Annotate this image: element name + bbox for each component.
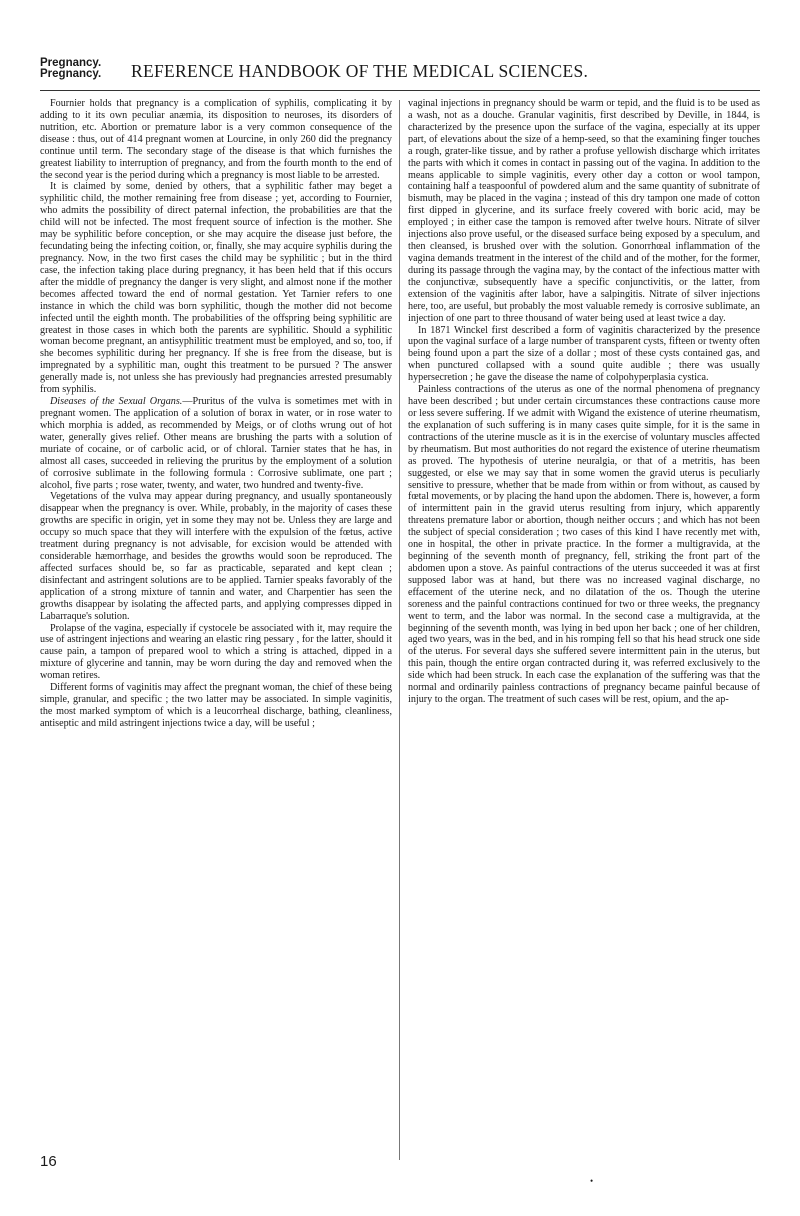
paragraph-vaginitis: Different forms of vaginitis may affect the pregnant woman, the chief of these being simple, granular, and specific ; the two latter may be associated. In simple vaginitis, the most marked symptom of which is a leucorrheal discharge, bathing, cleanliness, antiseptic and mild astringent injections twice a day, will be useful ; (40, 682, 392, 729)
paragraph-syphilis-infection: It is claimed by some, denied by others, that a syphilitic father may beget a syphilitic child, the mother remaining free from disease ; yet, according to Fournier, who admits the possibility of direct paternal infection, the probabilities are that the child will not be infected. The most frequent source of infection is the mother. She may be syphilitic before conception, or she may acquire the disease just before, the fecundating being the infecting coition, or, finally, she may acquire syphilis during the pregnancy. Now, in the two first cases the child may be syphilitic ; but in the third case, the infection taking place during pregnancy, it has been held that if this occurs after the middle of pregnancy the danger is very slight, and almost none if the mother becomes affected toward the end of normal gestation. Yet Tarnier refers to one instance in which the child was born syphilitic, though the mother did not become infected until the eighth month. The probabilities of the offspring being syphilitic are greatest in those cases in which both the parents are syphilitic. Should a syphilitic woman become pregnant, an antisyphilitic treatment must be employed, and so, too, if she becomes syphilitic during her pregnancy. If she is free from the disease, but is impregnated by a syphilitic man, ought this treatment to be pursued ? The answer generally made is, not unless she has previously had pregnancies arrested presumably from syphilis. (40, 181, 392, 396)
paragraph-pruritus: —Pruritus of the vulva is sometimes met with in pregnant women. The application of a solution of borax in water, or in rose water to which morphia is added, as recommended by Meigs, or of cloths wrung out of hot water, generally gives relief. Other means are brushing the parts with a solution of muriate of cocaine, or of carbolic acid, or of chloral. Tarnier states that he has, in almost all cases, succeeded in relieving the pruritus by the employment of a solution of corrosive sublimate in the following formula : Corrosive sublimate, one part ; alcohol, five parts ; rose water, twenty, and water, two hundred and twenty-five. (40, 396, 392, 491)
paragraph-vegetations: Vegetations of the vulva may appear during pregnancy, and usually spontaneously disappear when the pregnancy is over. While, probably, in the majority of cases these growths are specific in origin, yet in some they may not be. Unless they are large and occupy so much space that they will interfere with the expulsion of the fœtus, active treatment during pregnancy is not advisable, for excision would be attended with considerable hæmorrhage, and besides the growths would soon be reproduced. The affected surfaces should be, so far as practicable, separated and kept clean ; disinfectant and astringent solutions are to be applied. Tarnier speaks favorably of the application of a strong mixture of tannin and water, and Charpentier has seen the growths disappear by isolating the affected parts, and applying compresses dipped in Labarraque's solution. (40, 491, 392, 622)
running-head-line-1: Pregnancy. (40, 57, 102, 69)
column-divider (399, 100, 400, 1160)
book-title: REFERENCE HANDBOOK OF THE MEDICAL SCIENCES. (131, 61, 589, 81)
page-header (40, 58, 760, 84)
paragraph-painful-contractions: Painless contractions of the uterus as one of the normal phenomena of pregnancy have been described ; but under certain circumstances these contractions cause more or less severe suffering. If we admit with Wigand the existence of uterine rheumatism, the explanation of such suffering is in many cases quite simple, for it is the same in contractions of the uterine muscle as it is in the exercise of voluntary muscles affected by rheumatism. But most authorities do not regard the existence of uterine rheumatism as proved. The hypothesis of uterine neuralgia, or that of a metritis, has been suggested, or else we may say that in some women the gravid uterus is peculiarly sensitive to pressure, whether that be made from within or from without, as caused by fœtal movements, or by placing the hand upon the abdomen. There is, however, a form of intermittent pain in the gravid uterus resulting from injury, which apparently threatens premature labor or abortion, though neither occurs ; and which has not been the subject of special consideration ; two cases of this kind I have recently met with, one in hospital, the other in private practice. In the former a multigravida, at the beginning of the seventh month of pregnancy, fell, striking the front part of the abdomen upon a stove. As painful contractions of the uterus succeeded it was at first supposed labor was at hand, but there was no increased vaginal discharge, no effacement of the uterine neck, and no dilatation of the os. Though the uterine soreness and the painful contractions continued for two or three weeks, the pregnancy went to term, and the labor was normal. In the second case a multigravida, at the beginning of the seventh month, was lying in bed upon her back ; one of her children, aged two years, was in the bed, and in his romping fell so that his head struck one side of the uterus. For several days she suffered severe intermittent pain in the uterus, but this pain, though the entire organ contracted during it, was referred exclusively to the side which had been struck. In each case the explanation of the suffering was that the normal and ordinarily painless contractions of pregnancy became painful because of injury to the organ. The treatment of such cases will be rest, opium, and the ap- (408, 384, 760, 706)
paragraph-winckel: In 1871 Winckel first described a form of vaginitis characterized by the presence upon the vaginal surface of a large number of transparent cysts, fifteen or twenty often being found upon a part the size of a dollar ; most of these cysts contained gas, and when punctured collapsed with a sound quite audible ; there was usually hypersecretion ; he gave the disease the name of colpohyperplasia cystica. (408, 324, 760, 384)
right-column (408, 98, 760, 1170)
paragraph-vaginitis-continued: vaginal injections in pregnancy should be warm or tepid, and the fluid is to be used as a wash, not as a douche. Granular vaginitis, first described by Deville, in 1844, is characterized by the presence upon the surface of the vagina, especially at its upper part, of elevations about the size of a hemp-seed, so that the examining finger touches a rough, grater-like tissue, and by rather a profuse yellowish discharge which irritates the parts with which it comes in contact in passing out of the vagina. In addition to the means applicable to simple vaginitis, every other day a cotton or wool tampon, containing half a teaspoonful of powdered alum and the same quantity of subnitrate of bismuth, may be placed in the vagina ; instead of this dry tampon one made of cotton first dipped in glycerine, and its surface freely covered with boric acid, may be employed ; in either case the tampon is removed after twelve hours. Nitrate of silver injections also prove useful, or the diseased surface being exposed by a speculum, and then cleansed, is brushed over with the solution. Gonorrhœal inflammation of the vagina demands treatment in the interest of the child and of the mother, for the former, during its passage through the vagina may, by the contact of the infectious matter with the conjunctivæ, subsequently have a specific conjunctivitis, or the latter, from extension of the vaginitis after labor, have a salpingitis. Nitrate of silver injections here, too, are useful, but probably the most valuable remedy is corrosive sublimate, an injection of one part to three thousand of water being used at least twice a day. (408, 98, 760, 324)
running-head (40, 58, 101, 80)
page-number: 16 (40, 1153, 57, 1170)
paragraph-syphilis-complication: Fournier holds that pregnancy is a complication of syphilis, complicating it by adding to it its own peculiar anæmia, its disposition to neuroses, its disorders of nutrition, etc. Abortion or premature labor is a very common consequence of the disease : thus, out of 414 pregnant women at Lourcine, in only 260 did the pregnancy continue until term. The secondary stage of the disease is that which furnishes the greatest liability to interruption of pregnancy, and from the fourth month to the end of the second year is the period during which a pregnancy is most liable to be arrested. (40, 98, 392, 181)
printer-mark: • (590, 1176, 594, 1186)
section-heading-sexual-organs: Diseases of the Sexual Organs. (50, 396, 183, 408)
paragraph-prolapse: Prolapse of the vagina, especially if cystocele be associated with it, may require the use of astringent injections and wearing an elastic ring pessary , for the latter, should it cause pain, a tampon of prepared wool to which a string is attached, dipped in a mixture of glycerine and tannin, may be worn during the day and removed when the woman retires. (40, 622, 392, 682)
header-rule (40, 90, 760, 91)
running-head-line-2: Pregnancy. (40, 68, 102, 80)
paragraph-sexual-organs (40, 396, 392, 491)
left-column (40, 98, 392, 1170)
